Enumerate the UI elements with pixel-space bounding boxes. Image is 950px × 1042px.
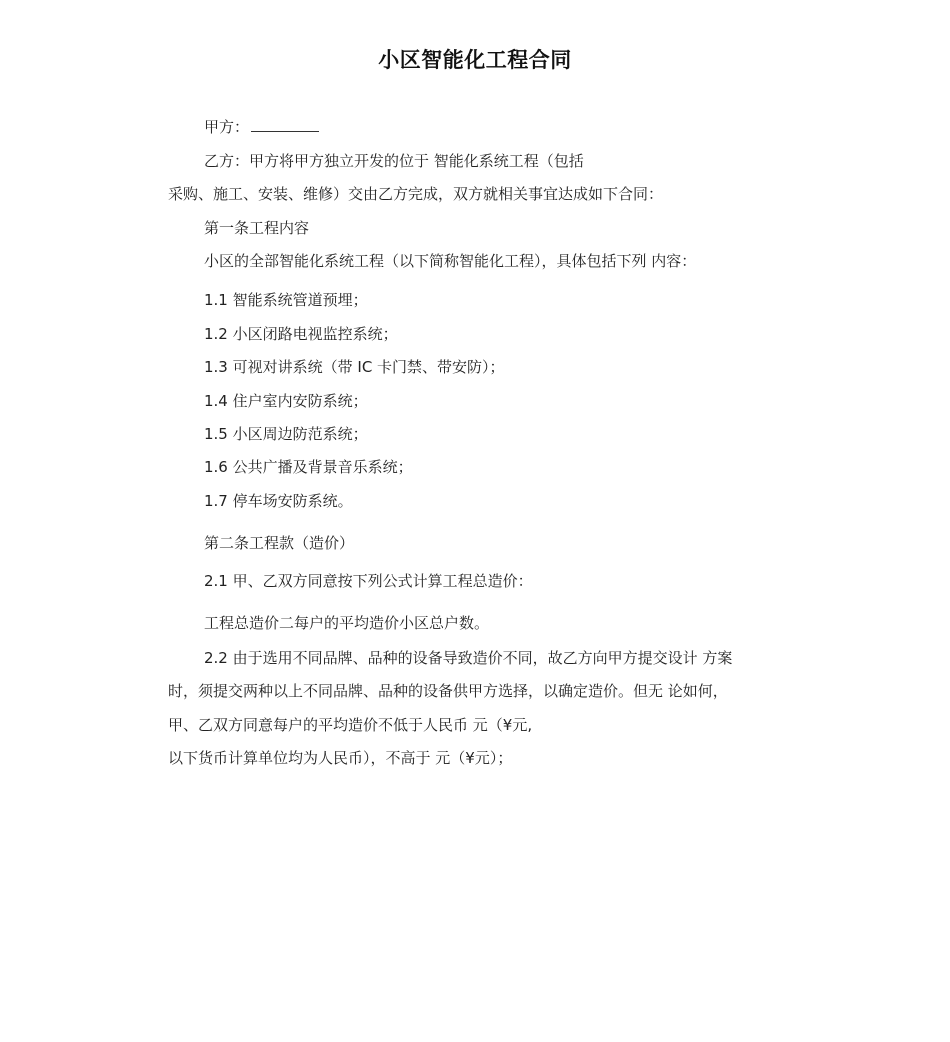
party-b-line: 乙方：甲方将甲方独立开发的位于 智能化系统工程（包括 [204, 152, 584, 170]
article1-intro: 小区的全部智能化系统工程（以下简称智能化工程），具体包括下列 内容： [204, 252, 697, 270]
list-item: 1.6 公共广播及背景音乐系统； [204, 458, 413, 476]
list-item: 1.5 小区周边防范系统； [204, 425, 368, 443]
formula-line: 工程总造价二每户的平均造价小区总户数。 [204, 614, 490, 632]
list-item: 1.1 智能系统管道预埋； [204, 291, 368, 309]
list-item: 1.7 停车场安防系统。 [204, 492, 353, 510]
clause-2-2-line: 时，须提交两种以上不同品牌、品种的设备供甲方选择，以确定造价。但无 论如何， [168, 682, 728, 700]
intro-continuation: 采购、施工、安装、维修）交由乙方完成，双方就相关事宜达成如下合同： [168, 185, 664, 203]
clause-2-2-line: 以下货币计算单位均为人民币），不高于 元（¥元）； [168, 749, 513, 767]
clause-2-1: 2.1 甲、乙双方同意按下列公式计算工程总造价： [204, 572, 533, 590]
clause-2-2-line: 甲、乙双方同意每户的平均造价不低于人民币 元（¥元, [168, 716, 533, 734]
party-a-blank [251, 117, 319, 132]
list-item: 1.4 住户室内安防系统； [204, 392, 368, 410]
document-title: 小区智能化工程合同 [378, 48, 572, 72]
article1-heading: 第一条工程内容 [204, 219, 310, 237]
article2-heading: 第二条工程款（造价） [204, 534, 355, 552]
party-a-line [204, 117, 319, 137]
party-a-label: 甲方： [204, 118, 250, 136]
list-item: 1.2 小区闭路电视监控系统； [204, 325, 398, 343]
clause-2-2-line: 2.2 由于选用不同品牌、品种的设备导致造价不同，故乙方向甲方提交设计 方案 [204, 649, 733, 667]
list-item: 1.3 可视对讲系统（带 IC 卡门禁、带安防）； [204, 358, 505, 376]
